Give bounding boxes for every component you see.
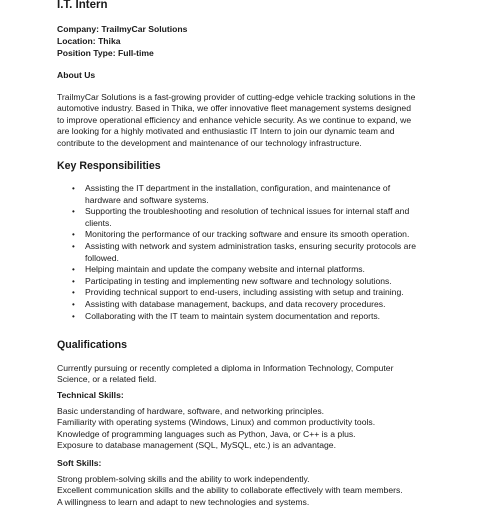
company-label: Company: [57,24,100,34]
list-item [57,287,467,299]
list-item-text: Helping maintain and update the company website and internal platforms. [85,264,365,275]
list-item-text: Assisting with network and system administration tasks, ensuring security protocols are [85,240,416,251]
bullet-icon: • [72,299,75,309]
list-item-text: Monitoring the performance of our tracking software and ensure its smooth operation. [85,229,410,240]
position-type-label: Position Type: [57,48,116,58]
qualifications-intro-line: Currently pursuing or recently completed a diploma in Information Technology, Computer [57,363,394,373]
list-item-text: Assisting the IT department in the installation, configuration, and maintenance of [85,183,391,193]
technical-skills-list [57,406,375,452]
technical-skill-line: Familiarity with operating systems (Windows, Linux) and common productivity tools. [57,417,376,428]
position-type-line [57,48,154,58]
list-item-text: hardware and software systems. [85,194,209,205]
list-item-text: Collaborating with the IT team to maintain system documentation and reports. [85,310,381,321]
technical-skill-line: Exposure to database management (SQL, MySQL, etc.) is an advantage. [57,440,336,451]
about-line: are looking for a highly motivated and enthusiastic IT Intern to join our dynamic team and [57,126,395,137]
bullet-icon: • [72,276,75,286]
about-line: automotive industry. Based in Thika, we offer innovative fleet management systems designed [57,103,411,114]
position-type-value: Full-time [117,48,154,58]
list-item-text: Supporting the troubleshooting and resolution of technical issues for internal staff and [85,206,410,217]
bullet-icon: • [72,311,75,321]
list-item [57,206,467,229]
list-item-text: Assisting with database management, backups, and data recovery procedures. [85,298,386,309]
bullet-icon: • [72,207,75,217]
about-paragraph [57,92,467,149]
about-line: contribute to the development and maintenance of our technology infrastructure. [57,137,362,148]
bullet-icon: • [72,230,75,240]
list-item [57,311,467,323]
bullet-icon: • [72,265,75,275]
list-item [57,276,467,288]
list-item-text: Participating in testing and implementing new software and technology solutions. [85,275,392,286]
qualifications-intro [57,363,393,386]
qualifications-heading: Qualifications [57,339,128,351]
list-item [57,183,467,206]
list-item-text: followed. [85,252,119,263]
soft-skills-list [57,474,403,508]
qualifications-intro-line: Science, or a related field. [57,374,157,385]
technical-skill-line: Basic understanding of hardware, software, and networking principles. [57,406,325,416]
technical-skills-heading: Technical Skills: [57,390,124,400]
location-value: Thika [98,36,121,46]
location-line [57,36,121,46]
list-item-text: clients. [85,217,112,228]
company-line [57,24,187,34]
soft-skill-line: A willingness to learn and adapt to new technologies and systems. [57,496,310,507]
soft-skill-line: Strong problem-solving skills and the ability to work independently. [57,474,310,484]
bullet-icon: • [72,288,75,298]
list-item [57,229,467,241]
company-value: TrailmyCar Solutions [101,24,188,34]
technical-skill-line: Knowledge of programming languages such as Python, Java, or C++ is a plus. [57,428,356,439]
responsibilities-heading: Key Responsibilities [57,160,161,172]
soft-skill-line: Excellent communication skills and the ability to collaborate effectively with team members. [57,485,403,496]
about-heading: About Us [57,70,96,80]
list-item [57,241,467,264]
about-line: TrailmyCar Solutions is a fast-growing provider of cutting-edge vehicle tracking solutions in the [57,92,416,102]
bullet-icon: • [72,184,75,193]
soft-skills-heading: Soft Skills: [57,458,102,468]
list-item [57,264,467,276]
page-title: I.T. Intern [57,0,108,11]
list-item [57,299,467,311]
responsibilities-list [57,183,467,322]
location-label: Location: [57,36,96,46]
bullet-icon: • [72,241,75,251]
list-item-text: Providing technical support to end-users, including assisting with setup and training. [85,287,404,298]
about-line: to improve operational efficiency and enhance vehicle security. As we continue to expand, we [57,114,412,125]
